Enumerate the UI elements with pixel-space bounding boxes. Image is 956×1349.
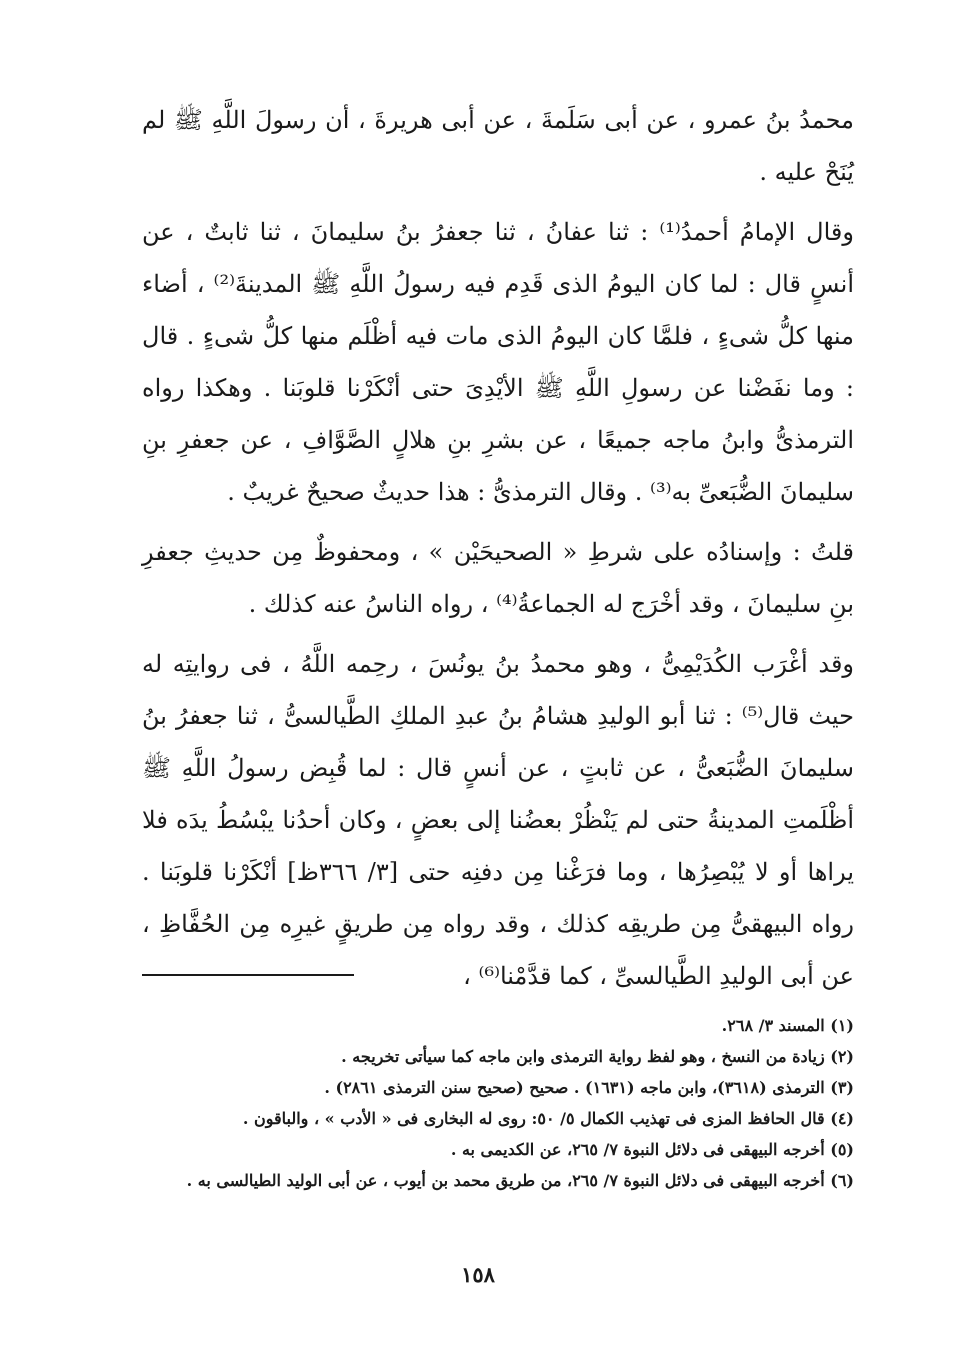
footnote: (٤) قال الحافظ المزى فى تهذيب الكمال ٥/ ٥٠: روى له البخارى فى « الأدب » ، والباقون .	[242, 1109, 854, 1128]
paragraph: محمدُ بنُ عمرو ، عن أبى سَلَمةَ ، عن أبى هريرةَ ، أن رسولَ اللَّهِ ﷺ لم يُنَحْ عليه .	[142, 106, 854, 186]
paragraph: قلتُ : وإسنادُه على شرطِ « الصحيحَيْن » ، ومحفوظٌ مِن حديثِ جعفرِ بنِ سليمانَ ، وقد أخْرَج له الجماعةُ⁽⁴⁾ ، رواه الناسُ عنه كذلك .	[142, 538, 854, 618]
footnote: (١) المسند ٣/ ٢٦٨.	[721, 1016, 854, 1035]
main-text	[142, 94, 854, 1002]
footnote: (٢) زيادة من النسخ ، وهو لفظ رواية الترمذى وابن ماجه كما سيأتى تخريجه .	[341, 1047, 854, 1066]
page-number: ١٥٨	[461, 1262, 495, 1287]
paragraph: وقد أغْرَب الكُدَيْمِىُّ ، وهو محمدُ بنُ يونُسَ ، رحِمه اللَّهُ ، فى روايتِه له حيث قال⁽⁵⁾ : ثنا أبو الوليدِ هشامُ بنُ عبدِ الملكِ الطَّيالسىُّ ، ثنا جعفرُ بنُ سليمانَ الضُّبَعىُّ ، عن ثابتٍ ، عن أنسٍ قال : لما قُبِض رسولُ اللَّهِ ﷺ أظْلَمتِ المدينةُ حتى لم يَنْظُرْ بعضُنا إلى بعضٍ ، وكان أحدُنا يبْسُطُ يدَه فلا يراها أو لا يُبْصِرُها ، وما فرَغْنا مِن دفنِه حتى [٣/ ٣٦٦ظ] أنْكَرْنا قلوبَنا . رواه البيهقىُّ مِن طريقِه كذلك ، وقد رواه مِن طريقٍ غيرِه مِن الحُفَّاظِ ، عن أبى الوليدِ الطَّيالسىِّ ، كما قدَّمْنا⁽⁶⁾ ،	[142, 650, 855, 990]
footnote: (٥) أخرجه البيهقى فى دلائل النبوة ٧/ ٢٦٥، عن الكديمى به .	[450, 1140, 854, 1159]
footnotes	[142, 1010, 854, 1196]
footnote: (٣) الترمذى (٣٦١٨)، وابن ماجه (١٦٣١) . صحيح (صحيح سنن الترمذى ٢٨٦١) .	[324, 1078, 854, 1097]
footnote: (٦) أخرجه البيهقى فى دلائل النبوة ٧/ ٢٦٥، من طريق محمد بن أيوب ، عن أبى الوليد الطيالسى به .	[186, 1171, 854, 1190]
paragraph: وقال الإمامُ أحمدُ⁽¹⁾ : ثنا عفانُ ، ثنا جعفرُ بنُ سليمانَ ، ثنا ثابتٌ ، عن أنسٍ قال : لما كان اليومُ الذى قَدِم فيه رسولُ اللَّهِ ﷺ المدينةَ⁽²⁾ ، أضاء منها كلُّ شىءٍ ، فلمَّا كان اليومُ الذى مات فيه أظْلَم منها كلُّ شىءٍ . قال : وما نفَضْنا عن رسولِ اللَّهِ ﷺ الأيْدِىَ حتى أنْكَرْنا قلوبَنا . وهكذا رواه الترمذىُّ وابنُ ماجه جميعًا ، عن بشرِ بنِ هلالٍ الصَّوَّافِ ، عن جعفرِ بنِ سليمانَ الضُّبَعىِّ به⁽³⁾ . وقال الترمذىُّ : هذا حديثٌ صحيحٌ غريبٌ .	[142, 218, 854, 506]
footnote-divider	[142, 974, 354, 976]
